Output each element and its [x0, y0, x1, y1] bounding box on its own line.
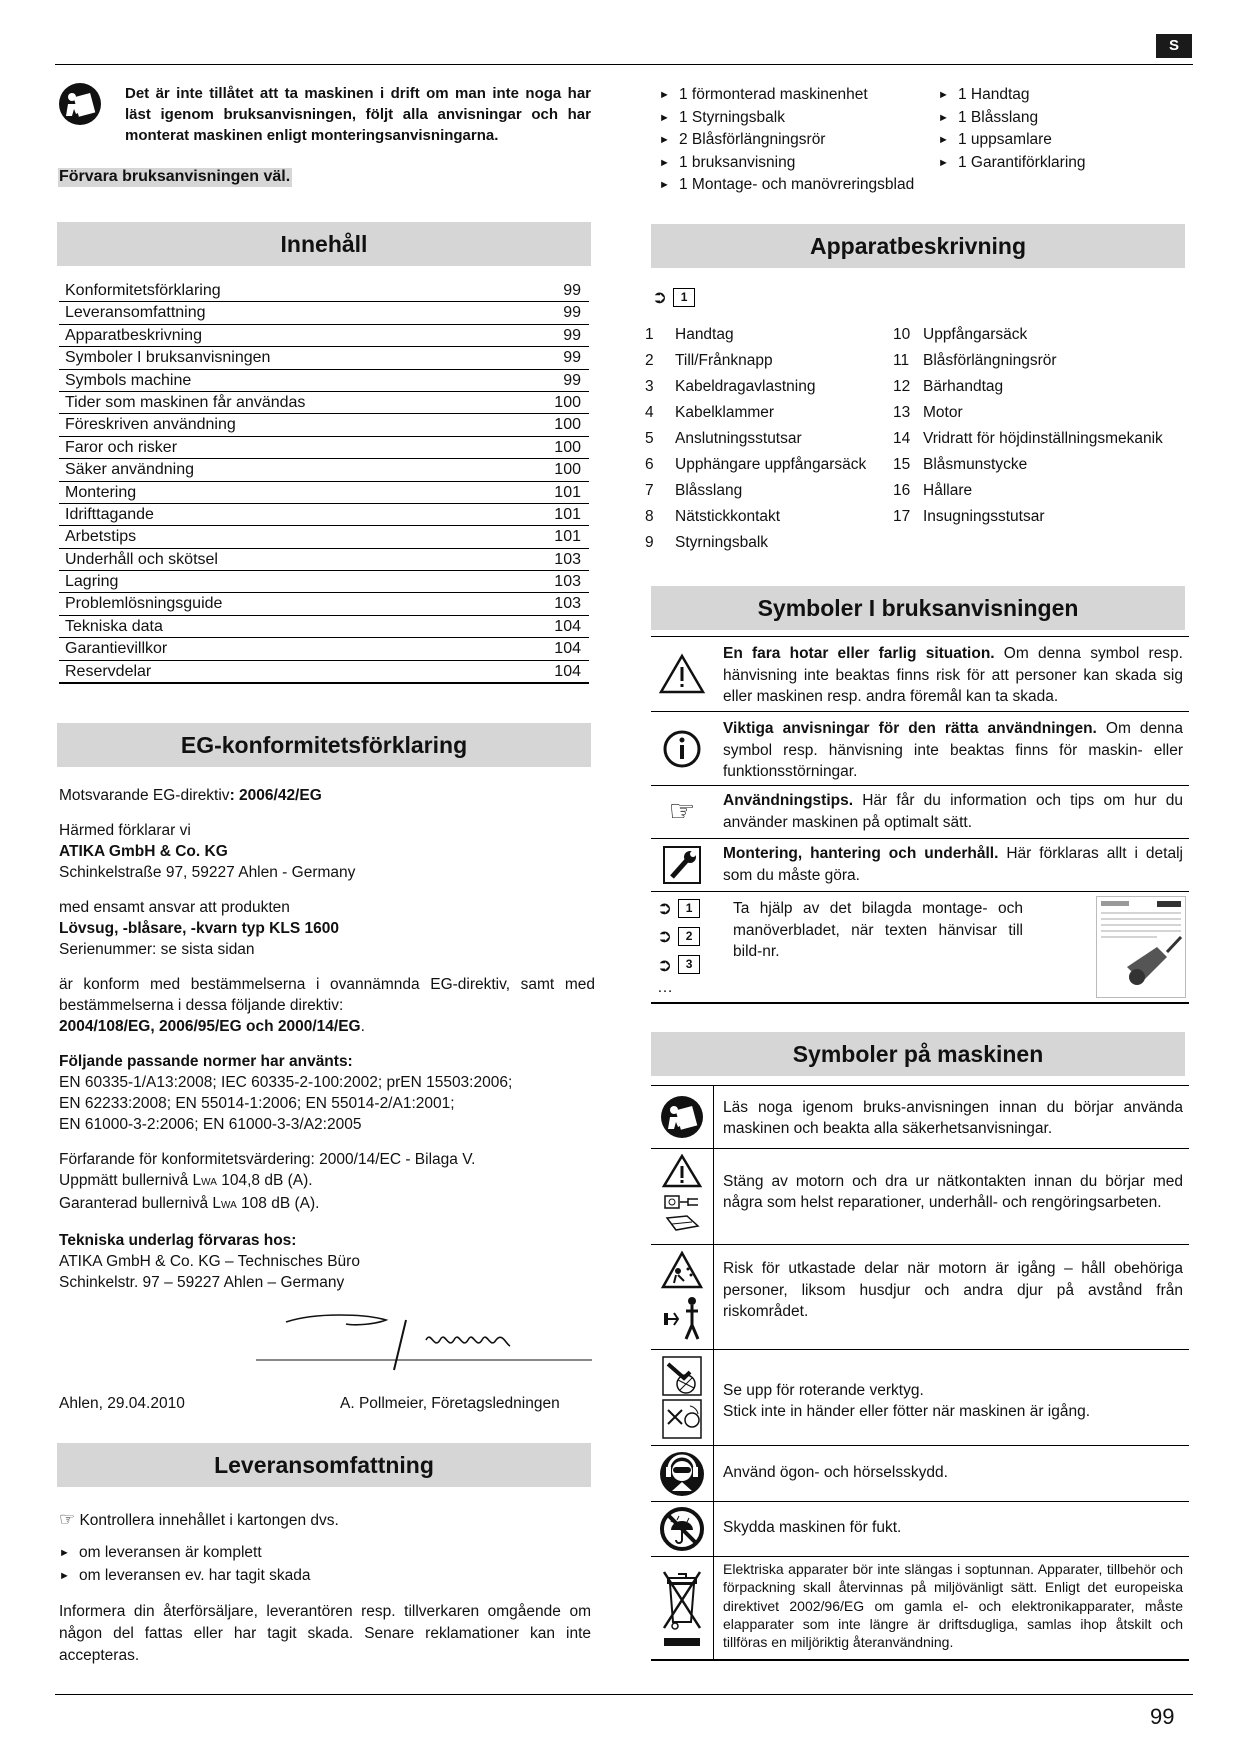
top-rule	[55, 64, 1193, 65]
list-item: ► om leveransen ev. har tagit skada	[59, 1565, 591, 1588]
norms-line-1: EN 60335-1/A13:2008; IEC 60335-2-100:2002; prEN 15503:2006;	[59, 1074, 513, 1091]
parts-list-col2	[893, 322, 1163, 530]
noise-guaranteed: Garanterad bullernivå LWA 108 dB (A).	[59, 1195, 320, 1212]
bottom-rule	[55, 1694, 1193, 1695]
part-item	[645, 426, 866, 452]
part-number: 15	[893, 456, 911, 473]
figure-ref: ➲ 1	[652, 285, 695, 309]
directive-label: Motsvarande EG-direktiv	[59, 787, 230, 804]
tip-hand-icon: ☞	[668, 794, 696, 828]
part-number: 17	[893, 508, 911, 525]
part-item	[893, 348, 1163, 374]
machine-symbol-read-manual: Läs noga igenom bruks-anvisningen innan du börjar använda maskinen och beakta alla säkerhetsanvisningar.	[651, 1086, 1189, 1149]
toc-row	[59, 661, 589, 684]
rotating-tool-icon	[651, 1350, 714, 1445]
check-contents: Kontrollera innehållet i kartongen dvs.	[79, 1512, 339, 1529]
delivery-items-col2	[938, 84, 1086, 174]
toc-page: 104	[554, 640, 581, 658]
signatory: A. Pollmeier, Företagsledningen	[340, 1395, 560, 1412]
part-label: Blåsförlängningsrör	[923, 352, 1057, 369]
list-item: ► 1 Montage- och manövreringsblad	[659, 174, 914, 197]
toc-label: Reservdelar	[65, 662, 152, 680]
toc-page: 101	[554, 528, 581, 546]
part-number: 7	[645, 482, 654, 499]
list-item: ► 1 bruksanvisning	[659, 152, 914, 175]
arrow-ref-icon: ➲	[657, 954, 673, 975]
part-number: 4	[645, 404, 654, 421]
toc-row	[59, 526, 589, 548]
toc-label: Garantievillkor	[65, 640, 168, 658]
toc-label: Lagring	[65, 573, 119, 591]
norms-line-2: EN 62233:2008; EN 55014-1:2006; EN 55014-2/A1:2001;	[59, 1095, 455, 1112]
toc-label: Montering	[65, 483, 137, 501]
language-badge: S	[1156, 34, 1192, 58]
toc-page: 101	[554, 483, 581, 501]
noise-measured: Uppmätt bullernivå LWA 104,8 dB (A).	[59, 1172, 313, 1189]
toc-page: 103	[554, 573, 581, 591]
part-item	[893, 400, 1163, 426]
toc-label: Tider som maskinen får användas	[65, 393, 306, 411]
page-number: 99	[1150, 1704, 1175, 1729]
toc-row	[59, 593, 589, 615]
part-label: Styrningsbalk	[675, 534, 769, 551]
toc-label: Underhåll och skötsel	[65, 550, 218, 568]
part-number: 14	[893, 430, 911, 447]
docs-line-2: Schinkelstr. 97 – 59227 Ahlen – Germany	[59, 1274, 345, 1291]
table-of-contents	[59, 280, 589, 684]
toc-page: 100	[554, 461, 581, 479]
part-number: 10	[893, 326, 911, 343]
part-item	[893, 504, 1163, 530]
symbol-row-danger: En fara hotar eller farlig situation. Om denna symbol resp. hänvisning inte beaktas finns risk för att personer kan skada sig eller maskinen resp. andra föremål kan ta skada.	[651, 637, 1189, 712]
toc-row	[59, 392, 589, 414]
warning-triangle-icon	[651, 637, 713, 711]
part-item	[893, 322, 1163, 348]
toc-page: 99	[563, 282, 581, 299]
part-label: Blåsmunstycke	[923, 456, 1028, 473]
arrow-ref-icon: ➲	[657, 926, 673, 947]
part-item	[893, 452, 1163, 478]
keep-manual-note: Förvara bruksanvisningen väl.	[59, 168, 291, 185]
list-item: ► 1 uppsamlare	[938, 129, 1086, 152]
toc-label: Tekniska data	[65, 617, 163, 635]
symbol-row-assembly: Montering, hantering och underhåll. Här förklaras allt i detalj som du måste göra.	[651, 839, 1189, 892]
info-icon	[651, 712, 713, 785]
toc-row	[59, 616, 589, 638]
directive-value: : 2006/42/EG	[229, 787, 322, 804]
delivery-items-col1	[659, 84, 914, 197]
docs-line-1: ATIKA GmbH & Co. KG – Technisches Büro	[59, 1253, 360, 1270]
part-number: 1	[645, 326, 654, 343]
figure-refs: ➲ 1 ➲ 2 ➲ 3 …	[657, 896, 717, 998]
toc-label: Symbols machine	[65, 371, 192, 389]
part-label: Handtag	[675, 326, 734, 343]
machine-symbol-weee: Elektriska apparater bör inte slängas i soptunnan. Apparater, tillbehör och förpackning skall återvinnas på miljövänligt sätt. Enligt det europeiska direktivet 2002/96/EG om gamla el- och elektronikapparater, måste elapparater som inte längre är driftsdugliga, samlas ihop åtskilt och tillföras en miljöriktig återanvändning.	[651, 1557, 1189, 1661]
part-item	[645, 348, 866, 374]
symbol-row-important: Viktiga anvisningar för den rätta användningen. Om denna symbol resp. hänvisning inte beaktas finns för maskin- eller funktionsstörningar.	[651, 712, 1189, 786]
part-label: Blåsslang	[675, 482, 743, 499]
list-item: ► 1 Garantiförklaring	[938, 152, 1086, 175]
toc-label: Arbetstips	[65, 528, 137, 546]
part-number: 12	[893, 378, 911, 395]
toc-label: Föreskriven användning	[65, 416, 236, 434]
company-address: Schinkelstraße 97, 59227 Ahlen - Germany	[59, 864, 356, 881]
symbol-row-tips: ☞ Användningstips. Här får du information och tips om hur du använder maskinen på optimalt sätt.	[651, 786, 1189, 839]
delivery-checklist	[59, 1542, 591, 1587]
part-label: Insugningsstutsar	[923, 508, 1045, 525]
toc-page: 103	[554, 595, 581, 613]
toc-row	[59, 347, 589, 369]
toc-page: 99	[563, 371, 581, 389]
part-label: Kabelklammer	[675, 404, 775, 421]
ejected-parts-icon	[651, 1245, 714, 1349]
part-number: 9	[645, 534, 654, 551]
serial-number: Serienummer: se sista sidan	[59, 941, 255, 958]
part-item	[893, 426, 1163, 452]
toc-row	[59, 571, 589, 593]
part-number: 16	[893, 482, 911, 499]
part-label: Uppfångarsäck	[923, 326, 1028, 343]
machine-symbol-unplug: Stäng av motorn och dra ur nätkontakten innan du börjar med några som helst reparationer, underhåll- och rengöringsarbeten.	[651, 1149, 1189, 1245]
eg-declaration: Motsvarande EG-direktiv: 2006/42/EG Härmed förklarar vi ATIKA GmbH & Co. KG Schinkelstraße 97, 59227 Ahlen - Germany med ensamt ansvar att produkten Lövsug, -blåsare, -kvarn typ KLS 1600 Serienummer: se sista sidan är konform med bestämmelserna i ovannämnda EG-direktiv, samt med bestämmelserna i dessa följande direktiv: 2004/108/EG, 2006/95/EG och 2000/14/EG. Följande passande normer har använts: EN 60335-1/A13:2008; IEC 60335-2-100:2002; prEN 15503:2006; EN 62233:2008; EN 55014-1:2006; EN 55014-2/A1:2001; EN 61000-3-2:2006; EN 61000-3-3/A2:2005 Förfarande för konformitetsvärdering: 2000/14/EC - Bilaga V. Uppmätt bullernivå LWA 104,8 dB (A). Garanterad bullernivå LWA 108 dB (A). Tekniska underlag förvaras hos: ATIKA GmbH & Co. KG – Technisches Büro Schinkelstr. 97 – 59227 Ahlen – Germany	[59, 787, 595, 1291]
part-item	[645, 374, 866, 400]
part-item	[645, 504, 866, 530]
conformity-text: är konform med bestämmelserna i ovannämnda EG-direktiv, samt med bestämmelserna i dessa följande direktiv:	[59, 976, 595, 1014]
machine-symbol-protection: Använd ögon- och hörselsskydd.	[651, 1446, 1189, 1502]
list-item: ► 1 Blåsslang	[938, 107, 1086, 130]
toc-page: 100	[554, 393, 581, 411]
part-item	[893, 374, 1163, 400]
part-number: 11	[893, 352, 910, 369]
part-label: Vridratt för höjdinställningsmekanik	[923, 430, 1163, 447]
toc-label: Symboler I bruksanvisningen	[65, 349, 271, 367]
toc-row	[59, 638, 589, 660]
read-manual-icon	[58, 82, 102, 126]
product-name: Lövsug, -blåsare, -kvarn typ KLS 1600	[59, 920, 339, 937]
section-title-delivery: Leveransomfattning	[57, 1443, 591, 1487]
part-number: 5	[645, 430, 654, 447]
toc-row	[59, 482, 589, 504]
part-label: Motor	[923, 404, 963, 421]
part-label: Bärhandtag	[923, 378, 1004, 395]
toc-label: Apparatbeskrivning	[65, 326, 202, 344]
toc-row	[59, 437, 589, 459]
figure-ref-text: Ta hjälp av det bilagda montage- och manöverbladet, när texten hänvisar till bild-nr.	[733, 900, 1023, 960]
toc-page: 99	[563, 304, 581, 322]
toc-row	[59, 280, 589, 302]
docs-title: Tekniska underlag förvaras hos:	[59, 1232, 297, 1249]
toc-page: 104	[554, 662, 581, 680]
toc-page: 100	[554, 416, 581, 434]
toc-label: Faror och risker	[65, 438, 178, 456]
responsibility: med ensamt ansvar att produkten	[59, 899, 290, 916]
part-number: 8	[645, 508, 654, 525]
unplug-warning-icon	[651, 1149, 714, 1244]
part-label: Till/Frånknapp	[675, 352, 773, 369]
procedure: Förfarande för konformitetsvärdering: 2000/14/EC - Bilaga V.	[59, 1151, 476, 1168]
toc-page: 101	[554, 505, 581, 523]
section-title-description: Apparatbeskrivning	[651, 224, 1185, 268]
part-number: 6	[645, 456, 654, 473]
machine-symbol-moisture: Skydda maskinen för fukt.	[651, 1502, 1189, 1557]
conformity-directives: 2004/108/EG, 2006/95/EG och 2000/14/EG	[59, 1018, 361, 1035]
toc-label: Säker användning	[65, 461, 194, 479]
wrench-icon	[651, 839, 713, 891]
list-item: ► om leveransen är komplett	[59, 1542, 591, 1565]
no-rain-icon	[651, 1502, 714, 1556]
norms-title: Följande passande normer har använts:	[59, 1053, 353, 1070]
part-label: Upphängare uppfångarsäck	[675, 456, 867, 473]
section-title-symbols-machine: Symboler på maskinen	[651, 1032, 1185, 1076]
toc-label: Leveransomfattning	[65, 304, 206, 322]
toc-page: 99	[563, 326, 581, 344]
tip-hand-icon: ☞	[59, 1509, 76, 1529]
part-number: 13	[893, 404, 911, 421]
toc-row	[59, 325, 589, 347]
symbol-row-figures	[651, 892, 1189, 1004]
section-title-symbols-manual: Symboler I bruksanvisningen	[651, 586, 1185, 630]
part-label: Anslutningsstutsar	[675, 430, 802, 447]
part-number: 2	[645, 352, 654, 369]
company-name: ATIKA GmbH & Co. KG	[59, 843, 228, 860]
list-item: ► 1 Styrningsbalk	[659, 107, 914, 130]
section-title-eg: EG-konformitetsförklaring	[57, 723, 591, 767]
part-item	[645, 400, 866, 426]
toc-row	[59, 302, 589, 324]
eye-ear-protection-icon	[651, 1446, 714, 1501]
part-item	[893, 478, 1163, 504]
toc-label: Konformitetsförklaring	[65, 282, 221, 299]
place-date: Ahlen, 29.04.2010	[59, 1395, 185, 1412]
inform-text: Informera din återförsäljare, leverantören resp. tillverkaren omgående om någon del fattas eller har tagit skada. Senare reklamationer kan inte accepteras.	[59, 1603, 591, 1664]
part-item	[645, 478, 866, 504]
toc-page: 103	[554, 550, 581, 568]
list-item: ► 1 Handtag	[938, 84, 1086, 107]
section-title-toc: Innehåll	[57, 222, 591, 266]
part-label: Kabeldragavlastning	[675, 378, 816, 395]
part-item	[645, 322, 866, 348]
part-number: 3	[645, 378, 654, 395]
manual-thumbnail	[1096, 896, 1186, 998]
machine-symbol-rotating: Se upp för roterande verktyg. Stick inte in händer eller fötter när maskinen är igång.	[651, 1350, 1189, 1446]
parts-list-col1	[645, 322, 866, 556]
part-label: Hållare	[923, 482, 973, 499]
list-item: ► 1 förmonterad maskinenhet	[659, 84, 914, 107]
machine-symbol-projectiles: Risk för utkastade delar när motorn är igång – håll obehöriga personer, liksom husdjur och andra djur på avstånd från riskområdet.	[651, 1245, 1189, 1350]
toc-page: 104	[554, 617, 581, 635]
intro-warning: Det är inte tillåtet att ta maskinen i drift om man inte noga har läst igenom bruksanvisningen, följt alla anvisningar och har monterat maskinen enligt monteringsanvisningarna.	[125, 85, 591, 144]
toc-row	[59, 370, 589, 392]
toc-row	[59, 549, 589, 571]
hereby: Härmed förklarar vi	[59, 822, 191, 839]
signature	[256, 1300, 592, 1380]
delivery-section	[59, 1508, 591, 1667]
toc-page: 99	[563, 349, 581, 367]
toc-row	[59, 414, 589, 436]
norms-line-3: EN 61000-3-2:2006; EN 61000-3-3/A2:2005	[59, 1116, 362, 1133]
read-manual-icon	[651, 1086, 714, 1148]
arrow-ref-icon: ➲	[652, 287, 668, 307]
list-item: ► 2 Blåsförlängningsrör	[659, 129, 914, 152]
toc-row	[59, 504, 589, 526]
toc-label: Problemlösningsguide	[65, 595, 223, 613]
part-item	[645, 452, 866, 478]
toc-label: Idrifttagande	[65, 505, 154, 523]
toc-page: 100	[554, 438, 581, 456]
toc-row	[59, 459, 589, 481]
part-label: Nätstickkontakt	[675, 508, 781, 525]
part-item	[645, 530, 866, 556]
arrow-ref-icon: ➲	[657, 898, 673, 918]
weee-bin-icon	[651, 1557, 714, 1659]
